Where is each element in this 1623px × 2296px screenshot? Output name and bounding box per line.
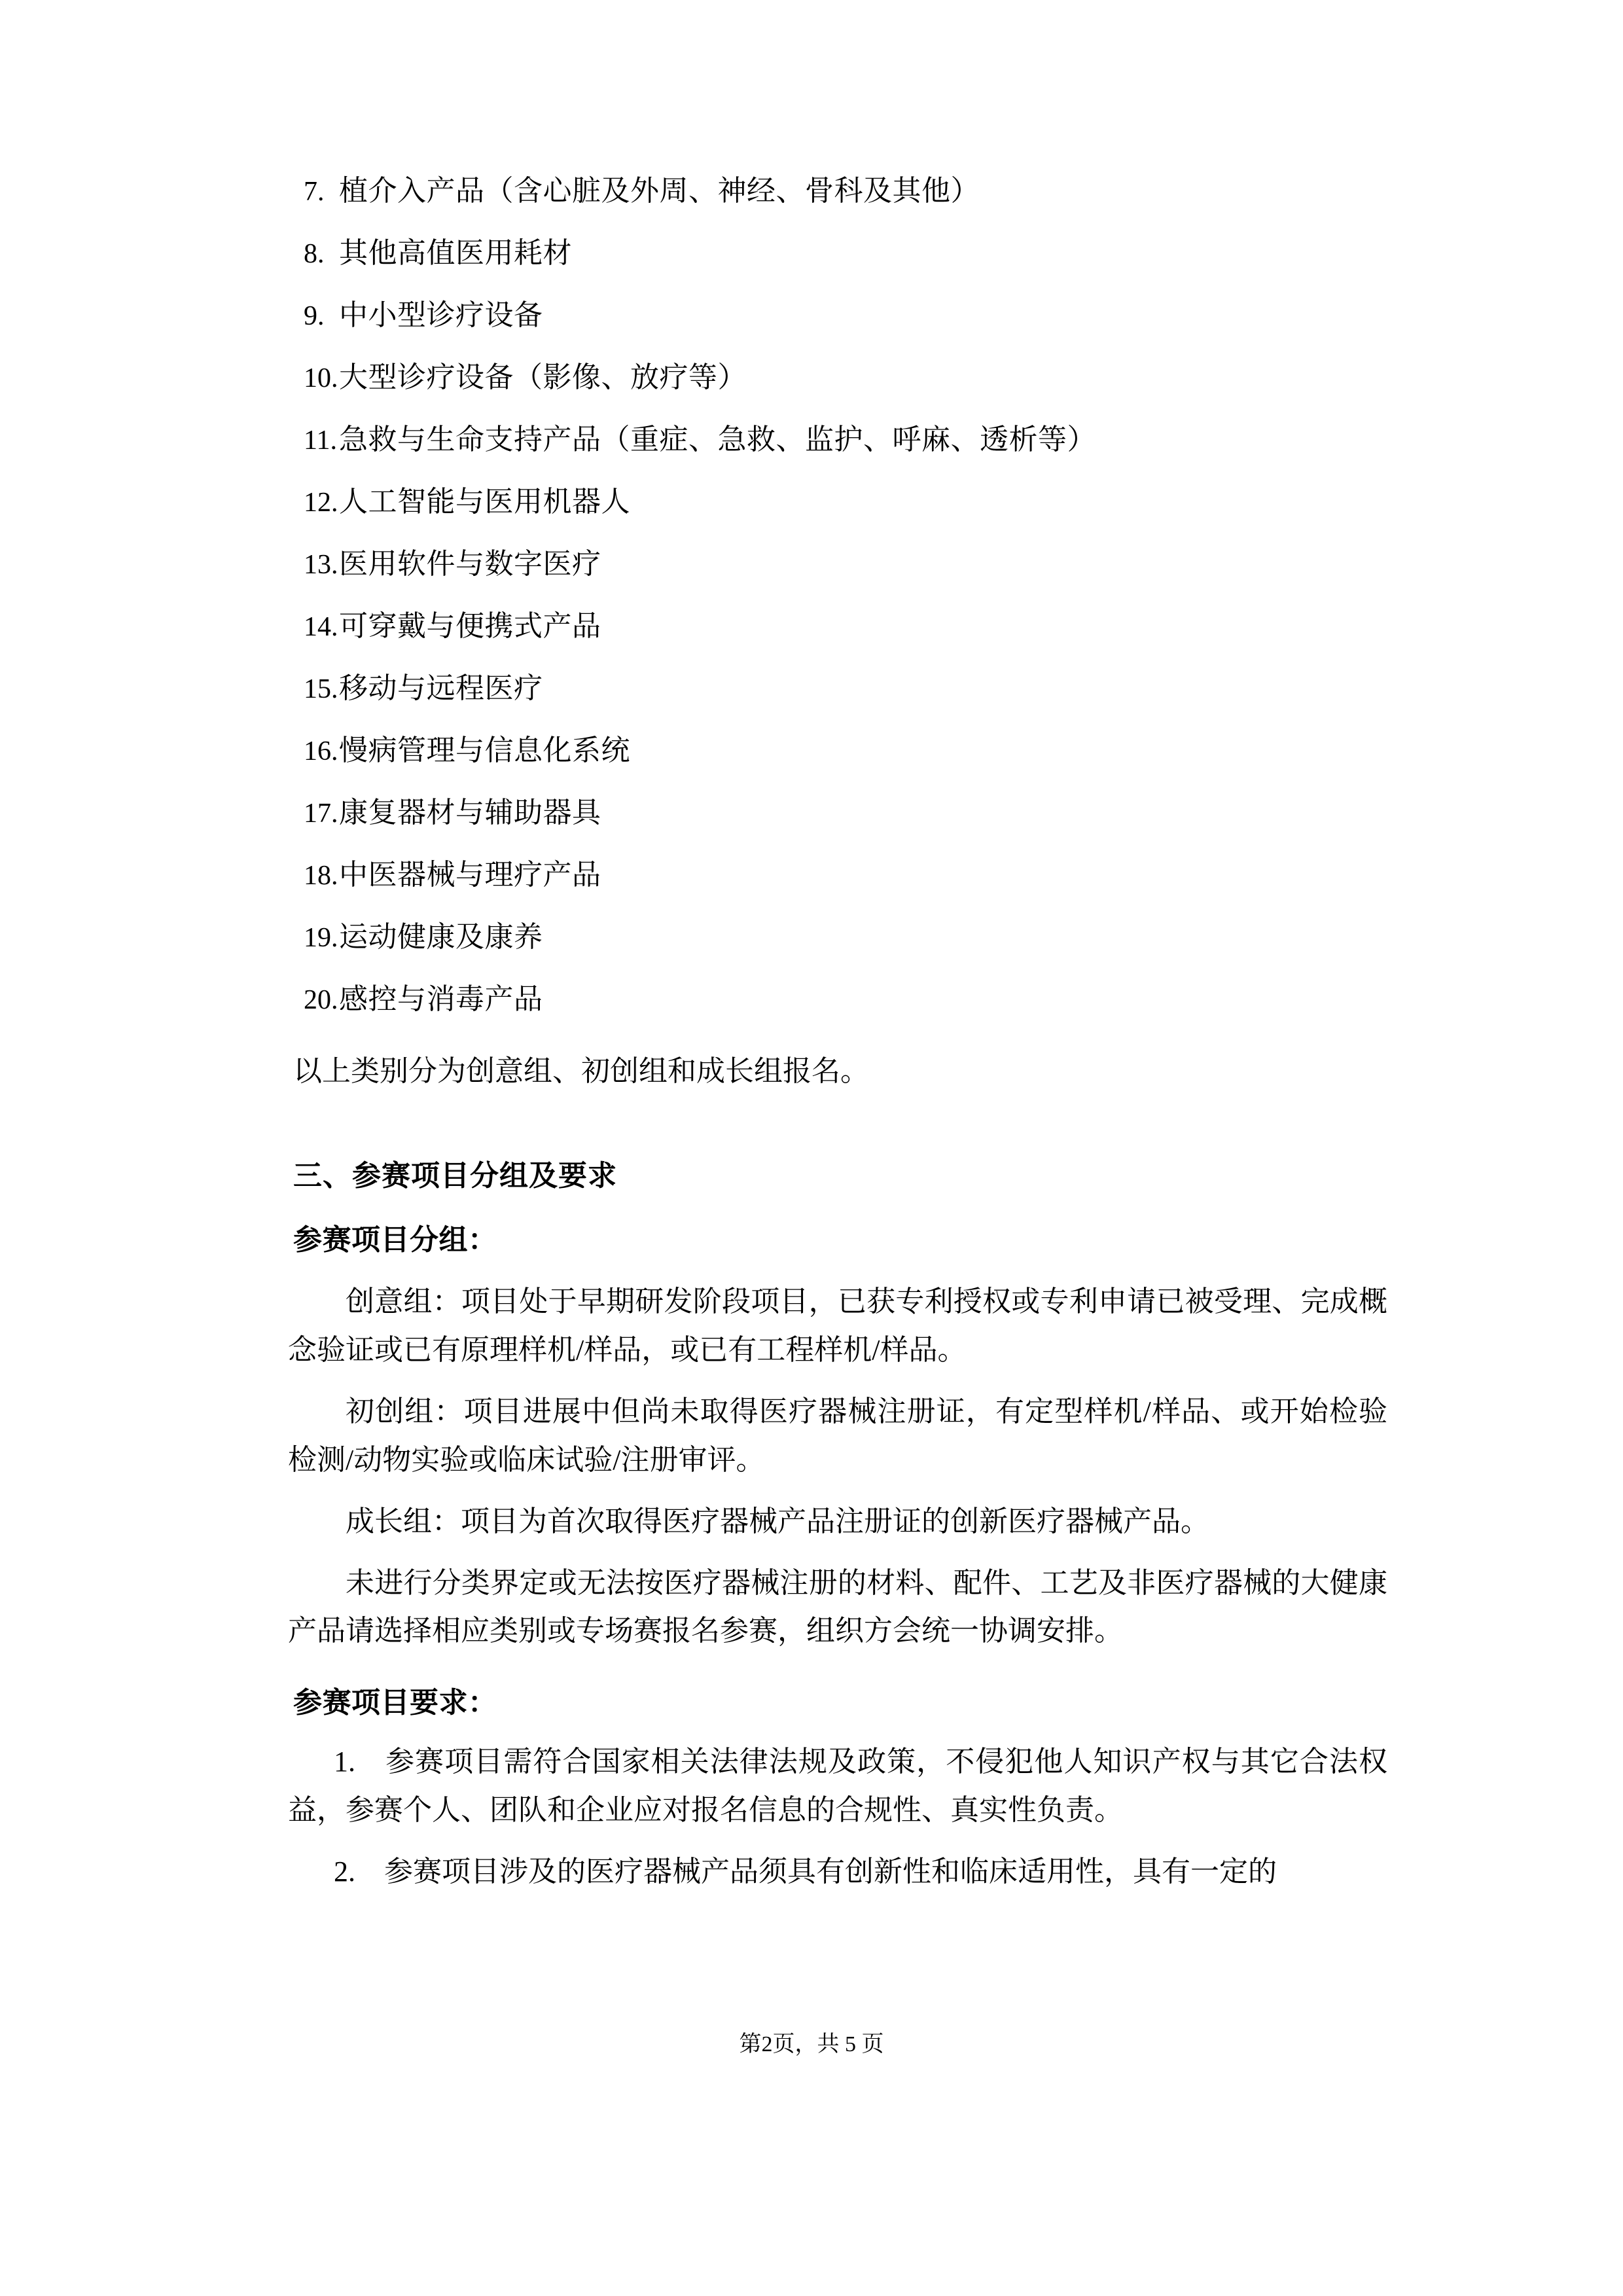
list-item — [288, 239, 1387, 268]
list-item-label: 中医器械与理疗产品 — [339, 859, 601, 891]
list-item — [288, 985, 1387, 1014]
list-item — [288, 612, 1387, 641]
list-item-label: 人工智能与医用机器人 — [339, 486, 630, 518]
list-item-number: 17. — [304, 798, 338, 829]
list-item-label: 可穿戴与便携式产品 — [339, 610, 601, 642]
page-content — [288, 177, 1387, 1909]
list-item-label: 中小型诊疗设备 — [339, 299, 543, 331]
list-item-number: 8. — [304, 239, 325, 269]
list-item — [288, 861, 1387, 889]
list-item — [288, 550, 1387, 579]
list-item-label: 移动与远程医疗 — [339, 672, 543, 704]
category-list — [288, 177, 1387, 1014]
list-item-number: 12. — [304, 488, 338, 518]
list-item-number: 20. — [304, 985, 338, 1015]
grouping-paragraph-4: 未进行分类界定或无法按医疗器械注册的材料、配件、工艺及非医疗器械的大健康产品请选择相应类别或专场赛报名参赛，组织方会统一协调安排。 — [288, 1566, 1387, 1647]
summary-line: 以上类别分为创意组、初创组和成长组报名。 — [293, 1055, 869, 1087]
list-item-label: 运动健康及康养 — [339, 921, 543, 953]
list-item-number: 15. — [304, 674, 338, 704]
list-item-label: 感控与消毒产品 — [339, 983, 543, 1015]
grouping-title: 参赛项目分组： — [293, 1224, 497, 1256]
grouping-paragraph-2: 初创组：项目进展中但尚未取得医疗器械注册证，有定型样机/样品、或开始检验检测/动物实验或临床试验/注册审评。 — [288, 1395, 1387, 1476]
list-item-number: 14. — [304, 612, 338, 642]
requirement-item-2: 2. 参赛项目涉及的医疗器械产品须具有创新性和临床适用性，具有一定的 — [334, 1856, 1277, 1888]
list-item — [288, 798, 1387, 827]
list-item — [288, 363, 1387, 392]
list-item-label: 康复器材与辅助器具 — [339, 797, 601, 829]
grouping-paragraph-3: 成长组：项目为首次取得医疗器械产品注册证的创新医疗器械产品。 — [346, 1505, 1209, 1537]
list-item-number: 11. — [304, 425, 337, 456]
list-item — [288, 425, 1387, 454]
requirements-title: 参赛项目要求： — [293, 1687, 497, 1719]
list-item-label: 植介入产品（含心脏及外周、神经、骨科及其他） — [339, 175, 980, 207]
list-item-label: 医用软件与数字医疗 — [339, 548, 601, 580]
list-item-label: 慢病管理与信息化系统 — [339, 734, 630, 766]
list-item-number: 7. — [304, 177, 325, 207]
list-item-number: 10. — [304, 363, 338, 393]
list-item — [288, 177, 1387, 206]
list-item-label: 急救与生命支持产品（重症、急救、监护、呼麻、透析等） — [339, 423, 1096, 456]
list-item — [288, 488, 1387, 516]
list-item — [288, 923, 1387, 952]
section-title: 三、参赛项目分组及要求 — [293, 1160, 617, 1192]
list-item-number: 18. — [304, 861, 338, 891]
list-item-label: 大型诊疗设备（影像、放疗等） — [339, 361, 747, 393]
list-item-label: 其他高值医用耗材 — [339, 237, 572, 269]
list-item-number: 19. — [304, 923, 338, 953]
list-item-number: 9. — [304, 301, 325, 331]
page-footer: 第2页，共 5 页 — [739, 2032, 884, 2056]
list-item-number: 16. — [304, 736, 338, 766]
list-item-number: 13. — [304, 550, 338, 580]
list-item — [288, 674, 1387, 703]
requirement-item-1: 1. 参赛项目需符合国家相关法律法规及政策，不侵犯他人知识产权与其它合法权益，参赛个人、团队和企业应对报名信息的合规性、真实性负责。 — [288, 1746, 1387, 1827]
grouping-paragraph-1: 创意组：项目处于早期研发阶段项目，已获专利授权或专利申请已被受理、完成概念验证或已有原理样机/样品，或已有工程样机/样品。 — [288, 1285, 1387, 1366]
list-item — [288, 736, 1387, 765]
list-item — [288, 301, 1387, 330]
